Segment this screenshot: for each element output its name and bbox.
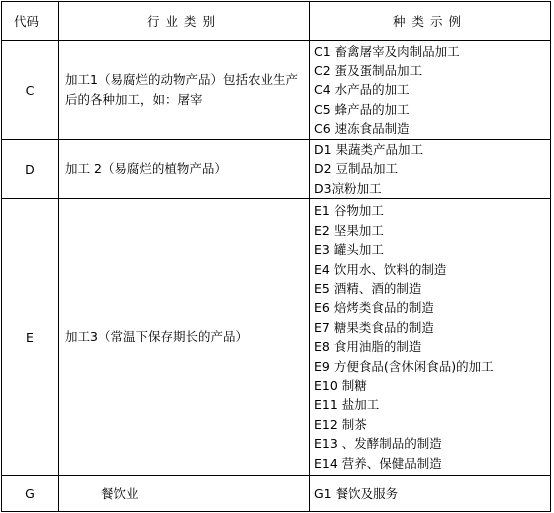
example-item: E13 、发酵制品的制造 xyxy=(314,436,442,452)
example-item: D1 果蔬类产品加工 xyxy=(314,142,424,157)
row-examples xyxy=(310,41,551,140)
row-industry: 加工 2（易腐烂的植物产品） xyxy=(59,140,310,199)
example-item: E4 饮用水、饮料的制造 xyxy=(314,261,447,277)
examples-header: 种类示例 xyxy=(310,2,551,41)
example-item: E3 罐头加工 xyxy=(314,242,384,258)
example-item: C2 蛋及蛋制品加工 xyxy=(314,62,423,78)
example-item: G1 餐饮及服务 xyxy=(314,485,399,501)
row-code: G xyxy=(2,476,59,512)
example-item: D3凉粉加工 xyxy=(314,180,382,196)
industry-header: 行业类别 xyxy=(59,2,310,41)
example-item: E12 制茶 xyxy=(314,416,367,432)
row-code: D xyxy=(2,140,59,199)
row-code: E xyxy=(2,199,59,476)
row-industry: 餐饮业 xyxy=(59,476,310,512)
row-examples xyxy=(310,476,551,512)
code-header: 代码 xyxy=(2,2,59,41)
example-item: E7 糖果类食品的制造 xyxy=(314,319,434,335)
example-item: D2 豆制品加工 xyxy=(314,161,399,177)
example-item: E11 盐加工 xyxy=(314,397,380,413)
example-item: C1 畜禽屠宰及肉制品加工 xyxy=(314,43,460,59)
row-examples xyxy=(310,140,551,199)
row-industry: 加工1（易腐烂的动物产品）包括农业生产后的各种加工，如：屠宰 xyxy=(59,41,310,140)
example-item: E8 食用油脂的制造 xyxy=(314,339,422,355)
example-item: C4 水产品的加工 xyxy=(314,82,410,98)
table-row xyxy=(2,140,551,199)
example-item: E9 方便食品(含休闲食品)的加工 xyxy=(314,358,494,374)
example-item: E6 焙烤类食品的制造 xyxy=(314,300,434,316)
example-item: E2 坚果加工 xyxy=(314,222,384,238)
row-examples xyxy=(310,199,551,476)
row-industry: 加工3（常温下保存期长的产品） xyxy=(59,199,310,476)
table-row xyxy=(2,199,551,476)
example-item: E14 营养、保健品制造 xyxy=(314,455,442,471)
industry-category-table xyxy=(1,1,551,512)
table-row xyxy=(2,41,551,140)
example-item: C5 蜂产品的加工 xyxy=(314,101,410,117)
example-item: E1 谷物加工 xyxy=(314,203,384,219)
example-item: C6 速冻食品制造 xyxy=(314,121,410,137)
example-item: E5 酒精、酒的制造 xyxy=(314,281,422,296)
table-row xyxy=(2,476,551,512)
row-code: C xyxy=(2,41,59,140)
header-row xyxy=(2,2,551,41)
example-item: E10 制糖 xyxy=(314,377,367,393)
